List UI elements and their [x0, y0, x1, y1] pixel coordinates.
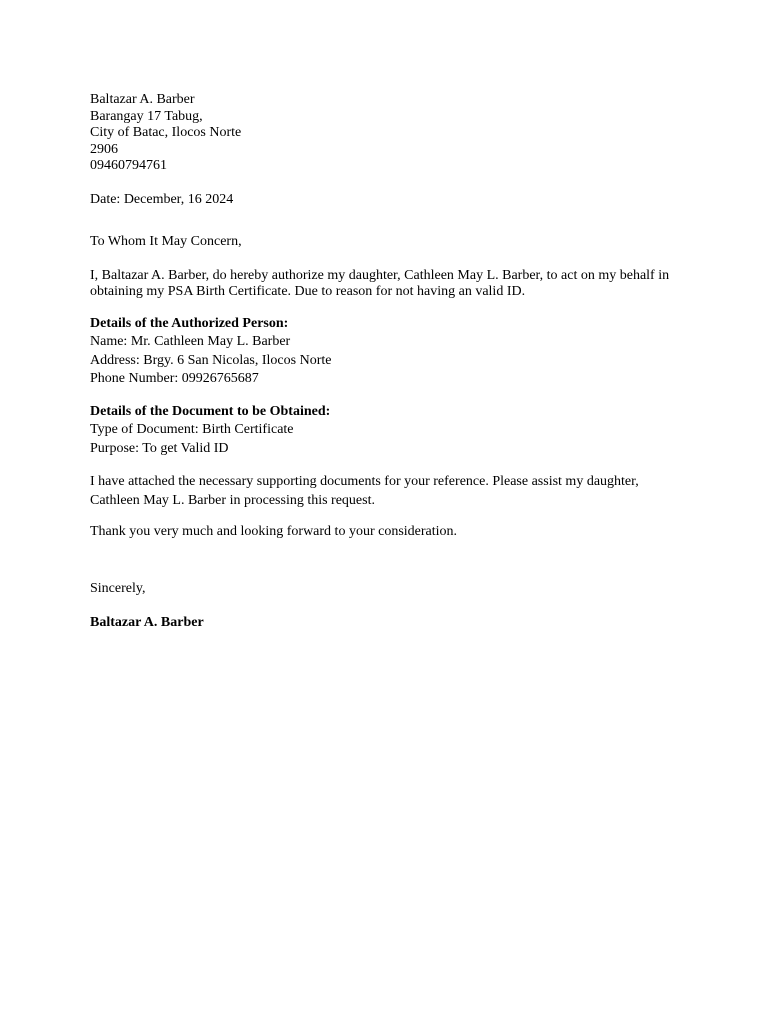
authorized-person-heading: Details of the Authorized Person:	[90, 315, 289, 331]
document-details	[90, 403, 690, 459]
thanks-text: Thank you very much and looking forward to your consideration.	[90, 524, 458, 539]
authorization-line-2: obtaining my PSA Birth Certificate. Due to reason for not having an valid ID.	[90, 284, 526, 299]
document-purpose: Purpose: To get Valid ID	[90, 440, 229, 456]
sender-phone: 09460794761	[90, 158, 167, 173]
authorized-person-details	[90, 315, 690, 389]
signature-name: Baltazar A. Barber	[90, 615, 204, 630]
letter-page	[90, 92, 690, 632]
authorized-person-address: Address: Brgy. 6 San Nicolas, Ilocos Norte	[90, 352, 332, 368]
letter-date: Date: December, 16 2024	[90, 191, 234, 207]
sender-address-line1: Barangay 17 Tabug,	[90, 108, 203, 124]
closing-text: Sincerely,	[90, 580, 146, 596]
sender-postal-code: 2906	[90, 141, 118, 157]
authorized-person-name: Name: Mr. Cathleen May L. Barber	[90, 334, 291, 349]
signature-block	[90, 615, 690, 632]
sender-block	[90, 92, 690, 175]
salutation-block	[90, 234, 690, 251]
letter-date-block	[90, 192, 690, 209]
sender-name: Baltazar A. Barber	[90, 92, 195, 107]
attachment-line-2: Cathleen May L. Barber in processing this request.	[90, 493, 375, 508]
attachment-paragraph	[90, 472, 690, 510]
document-heading: Details of the Document to be Obtained:	[90, 403, 331, 419]
thanks-block	[90, 524, 690, 541]
authorized-person-phone: Phone Number: 09926765687	[90, 371, 259, 386]
attachment-line-1: I have attached the necessary supporting documents for your reference. Please assist my daughter,	[90, 474, 639, 489]
sender-address-line2: City of Batac, Ilocos Norte	[90, 125, 242, 140]
closing-block	[90, 581, 690, 598]
authorization-paragraph	[90, 268, 690, 301]
document-type: Type of Document: Birth Certificate	[90, 422, 294, 437]
authorization-line-1: I, Baltazar A. Barber, do hereby authorize my daughter, Cathleen May L. Barber, to act on my behalf in	[90, 267, 670, 283]
salutation: To Whom It May Concern,	[90, 234, 242, 249]
